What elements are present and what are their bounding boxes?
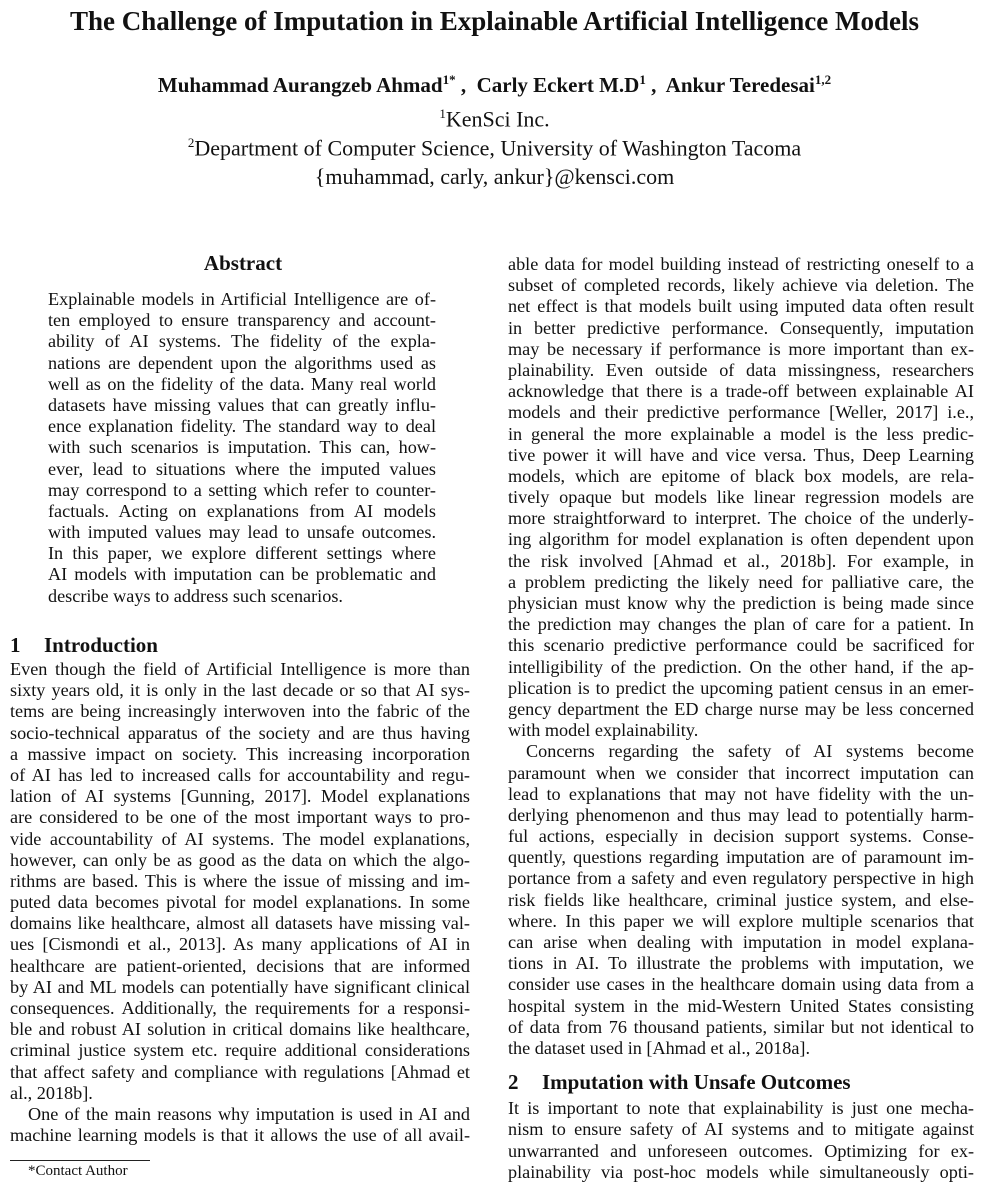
text-line: ever, lead to situations where the imputed values: [48, 458, 436, 479]
text-line: healthcare are patient-oriented, decisions that are informed: [10, 955, 470, 976]
text-line: Explainable models in Artificial Intelligence are of-: [48, 289, 436, 309]
affiliation-text: KenSci Inc.: [445, 106, 550, 132]
text-line: puted data becomes pivotal for model explanations. In some: [10, 892, 470, 913]
text-line: ten employed to ensure transparency and account-: [48, 310, 436, 331]
text-line: domains like healthcare, almost all datasets have missing val-: [10, 913, 470, 934]
text-line: portance from a safety and even regulatory perspective in high: [508, 868, 974, 889]
text-line: of data from 76 thousand patients, similar but not identical to: [508, 1016, 974, 1037]
author-sup: 1: [639, 72, 646, 87]
text-line: with model explainability.: [508, 720, 699, 741]
footnote-rule: [10, 1160, 150, 1161]
text-line: factuals. Acting on explanations from AI models: [48, 500, 436, 521]
text-line: lead to explanations that may not have fidelity with the un-: [508, 783, 974, 804]
text-line: nations are dependent upon the algorithms used as: [48, 352, 436, 373]
text-line: Even though the field of Artificial Intelligence is more than: [10, 659, 470, 679]
text-line: ence explanation fidelity. The standard way to deal: [48, 416, 436, 437]
text-line: describe ways to address such scenarios.: [48, 585, 343, 606]
text-line: tively opaque but models like linear regression models are: [508, 487, 974, 508]
affiliation-sup: 1: [439, 106, 446, 121]
author-list: Muhammad Aurangzeb Ahmad$^{1*}$ , Carly Eckert $M.D^1$ , Ankur Teredesai$^{1,2}$: [157, 72, 832, 97]
text-line: derlying phenomenon and thus may lead to potentially harm-: [508, 804, 974, 825]
text-line: socio-technical apparatus of the society and are thus having: [10, 722, 470, 743]
text-line: models and their predictive performance [Weller, 2017] i.e.,: [508, 402, 974, 423]
text-line: consequences. Additionally, the requirements for a responsi-: [10, 998, 470, 1018]
text-line: ues [Cismondi et al., 2013]. As many applications of AI in: [10, 934, 470, 955]
text-line: well as on the fidelity of the data. Many real world: [48, 373, 436, 394]
text-line: gency department the ED charge nurse may be less concerned: [508, 698, 974, 719]
text-line: the prediction may changes the plan of care for a patient. In: [508, 614, 974, 635]
section-number: 2: [508, 1070, 519, 1095]
text-line: acknowledge that there is a trade-off between explainable AI: [508, 381, 974, 402]
text-line: however, can only be as good as the data on which the algo-: [10, 849, 470, 870]
section-title: Introduction: [44, 633, 158, 657]
text-line: with such scenarios is imputation. This can, how-: [48, 437, 436, 458]
intro-left-body: [10, 659, 470, 1146]
text-line: criminal justice system etc. require additional considerations: [10, 1040, 470, 1061]
text-line: tems are being increasingly interwoven into the fabric of the: [10, 701, 470, 722]
text-line: physician must know why the prediction is being made since: [508, 593, 974, 613]
text-line: al., 2018b].: [10, 1082, 93, 1103]
text-line: that affect safety and compliance with regulations [Ahmad et: [10, 1061, 470, 1082]
text-line: lation of AI systems [Gunning, 2017]. Model explanations: [10, 786, 470, 807]
section-title: Imputation with Unsafe Outcomes: [542, 1070, 851, 1095]
section-number: 1: [10, 633, 21, 657]
text-line: AI models with imputation can be problematic and: [48, 564, 436, 585]
text-line: rithms are based. This is where the issue of missing and im-: [10, 870, 470, 891]
section-heading: [508, 1069, 974, 1095]
text-line: more straightforward to interpret. The choice of the underly-: [508, 508, 974, 529]
text-line: in better predictive performance. Consequently, imputation: [508, 317, 974, 338]
text-line: the dataset used in [Ahmad et al., 2018a].: [508, 1037, 811, 1058]
author-sup: 1*: [442, 72, 456, 87]
text-line: ability of AI systems. The fidelity of the expla-: [48, 331, 436, 352]
author-name: Ankur Teredesai: [665, 73, 815, 97]
text-line: sixty years old, it is only in the last decade or so that AI sys-: [10, 680, 470, 701]
affiliation: [0, 135, 989, 161]
right-column: [508, 254, 974, 1183]
text-line: tions in AI. To illustrate the problems with imputation, we: [508, 953, 974, 974]
text-line: datasets have missing values that can greatly influ-: [48, 394, 436, 415]
text-line: Concerns regarding the safety of AI systems become: [526, 741, 974, 762]
text-line: are considered to be one of the most important ways to pro-: [10, 807, 470, 828]
text-line: a problem predicting the likely need for palliative care, the: [508, 571, 974, 592]
text-line: tive power it will have and vice versa. Thus, Deep Learning: [508, 444, 974, 465]
text-line: hospital system in the mid-Western United States consisting: [508, 995, 974, 1016]
text-line: of AI has led to increased calls for accountability and regu-: [10, 764, 470, 785]
abstract-heading: Abstract: [203, 251, 283, 275]
text-line: plainability. Even outside of data missingness, researchers: [508, 359, 974, 380]
affiliation-text: Department of Computer Science, University of Washington Tacoma: [194, 135, 802, 161]
text-line: subset of completed records, likely achieve via deletion. The: [508, 275, 974, 296]
text-line: where. In this paper we will explore multiple scenarios that: [508, 910, 974, 931]
text-line: in general the more explainable a model is the less predic-: [508, 423, 974, 444]
text-line: risk fields like healthcare, criminal justice system, and else-: [508, 889, 974, 910]
text-line: by AI and ML models can potentially have significant clinical: [10, 976, 470, 997]
affiliation: [0, 106, 989, 132]
text-line: In this paper, we explore different settings where: [48, 543, 436, 564]
text-line: quently, questions regarding imputation are of paramount im-: [508, 847, 974, 868]
text-line: may correspond to a setting which refer to counter-: [48, 479, 436, 500]
text-line: this scenario predictive performance could be sacrificed for: [508, 635, 974, 656]
footnote: *Contact Author: [28, 1163, 128, 1179]
text-line: nism to ensure safety of AI systems and to mitigate against: [508, 1119, 974, 1140]
text-line: a massive impact on society. This increasing incorporation: [10, 743, 470, 764]
text-line: It is important to note that explainability is just one mecha-: [508, 1098, 974, 1119]
section-heading: [10, 632, 470, 658]
author-name: Carly Eckert M.D: [476, 73, 640, 97]
text-line: the risk involved [Ahmad et al., 2018b]. For example, in: [508, 550, 974, 571]
section-2-body: [508, 1098, 974, 1183]
text-line: vide accountability of AI systems. The model explanations,: [10, 828, 470, 849]
author-name: Muhammad Aurangzeb Ahmad: [157, 73, 443, 97]
text-line: may be necessary if performance is more important than ex-: [508, 338, 974, 359]
text-line: intelligibility of the prediction. On the other hand, if the ap-: [508, 656, 974, 677]
text-line: models, which are epitome of black box models, are rela-: [508, 465, 974, 486]
paper-title: The Challenge of Imputation in Explainable Artificial Intelligence Models: [69, 6, 920, 36]
text-line: plication is to predict the upcoming patient census in an emer-: [508, 677, 974, 698]
text-line: with imputed values may lead to unsafe outcomes.: [48, 522, 436, 543]
text-line: paramount when we consider that incorrect imputation can: [508, 762, 974, 783]
text-line: machine learning models is that it allows the use of all avail-: [10, 1125, 470, 1146]
text-line: plainability via post-hoc models while simultaneously opti-: [508, 1161, 974, 1182]
affiliation-sup: 2: [187, 135, 195, 150]
author-email: {muhammad, carly, ankur}@kensci.com: [314, 164, 675, 189]
text-line: ful actions, especially in decision support systems. Conse-: [508, 826, 974, 847]
text-line: able data for model building instead of restricting oneself to a: [508, 254, 974, 274]
intro-right-body: [508, 254, 974, 1059]
text-line: unwarranted and unforeseen outcomes. Optimizing for ex-: [508, 1140, 974, 1161]
text-line: ing algorithm for model explanation is often dependent upon: [508, 529, 974, 550]
text-line: One of the main reasons why imputation is used in AI and: [28, 1103, 470, 1124]
text-line: consider use cases in the healthcare domain using data from a: [508, 974, 974, 995]
author-sup: 1,2: [814, 72, 832, 87]
abstract-body: [48, 289, 436, 607]
text-line: can arise when dealing with imputation in model explana-: [508, 932, 974, 952]
section-1: [10, 632, 470, 1146]
text-line: net effect is that models built using imputed data often result: [508, 296, 974, 317]
text-line: ble and robust AI solution in critical domains like healthcare,: [10, 1019, 470, 1040]
